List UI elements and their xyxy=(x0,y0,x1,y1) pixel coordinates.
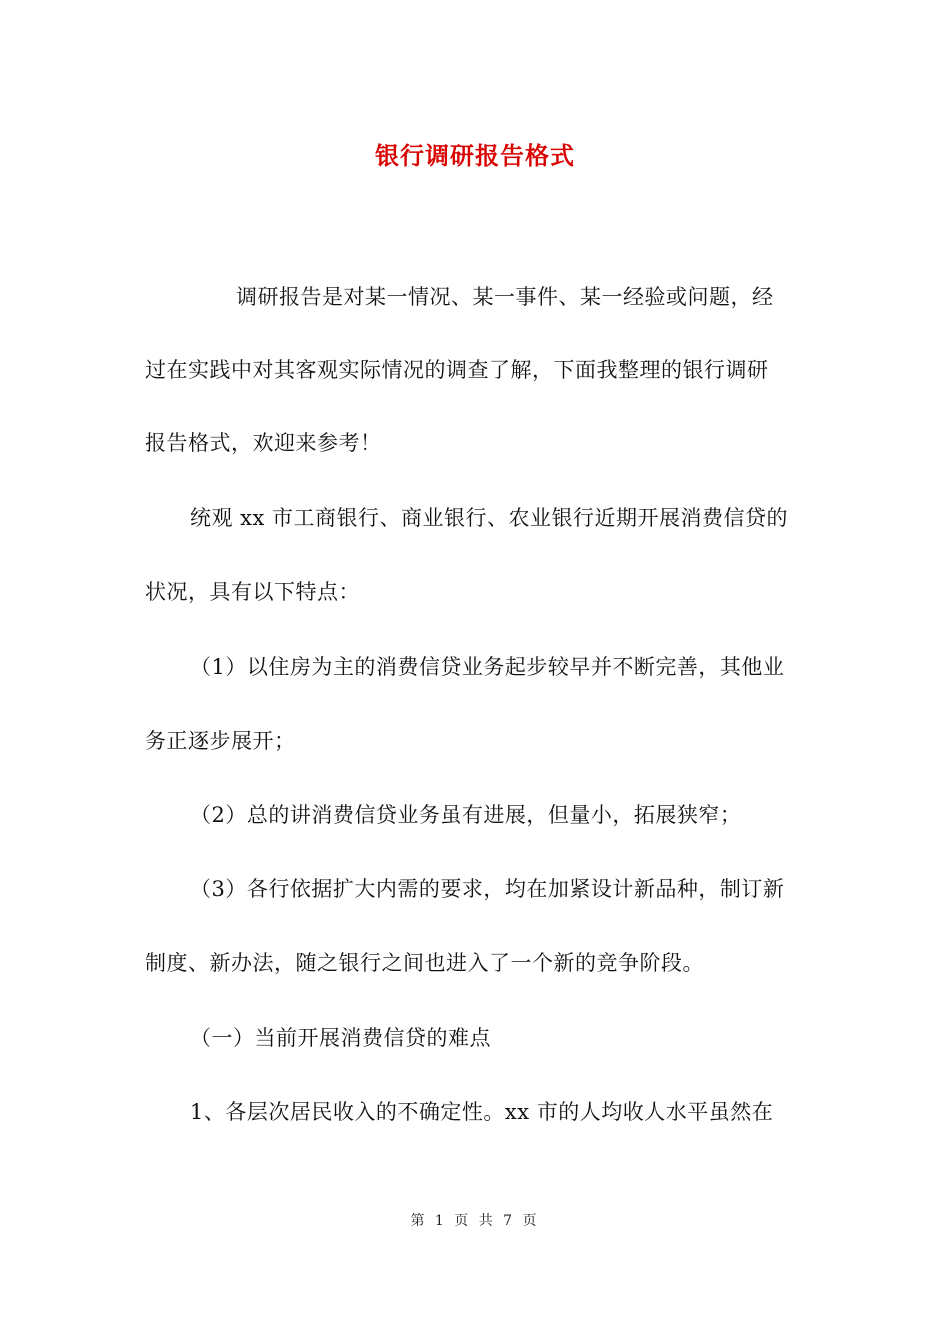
body-line-4: 统观 xx 市工商银行、商业银行、农业银行近期开展消费信贷的 xyxy=(190,506,789,530)
body-line-6: （1）以住房为主的消费信贷业务起步较早并不断完善，其他业 xyxy=(190,655,785,679)
body-line-8: （2）总的讲消费信贷业务虽有进展，但量小，拓展狭窄； xyxy=(190,803,742,827)
document-title: 银行调研报告格式 xyxy=(375,141,575,170)
body-line-10: 制度、新办法，随之银行之间也进入了一个新的竞争阶段。 xyxy=(145,951,704,975)
body-line-12: 1、各层次居民收入的不确定性。xx 市的人均收人水平虽然在 xyxy=(190,1100,774,1124)
body-line-5: 状况，具有以下特点： xyxy=(145,580,360,604)
section-heading: （一）当前开展消费信贷的难点 xyxy=(190,1026,491,1050)
body-line-7: 务正逐步展开； xyxy=(145,729,296,753)
page-number-footer: 第 1 页 共 7 页 xyxy=(410,1213,540,1229)
body-line-1: 调研报告是对某一情况、某一事件、某一经验或问题，经 xyxy=(236,285,774,309)
body-line-2: 过在实践中对其客观实际情况的调查了解，下面我整理的银行调研 xyxy=(145,358,769,382)
body-line-9: （3）各行依据扩大内需的要求，均在加紧设计新品种，制订新 xyxy=(190,877,785,901)
body-line-3: 报告格式，欢迎来参考！ xyxy=(145,431,382,455)
